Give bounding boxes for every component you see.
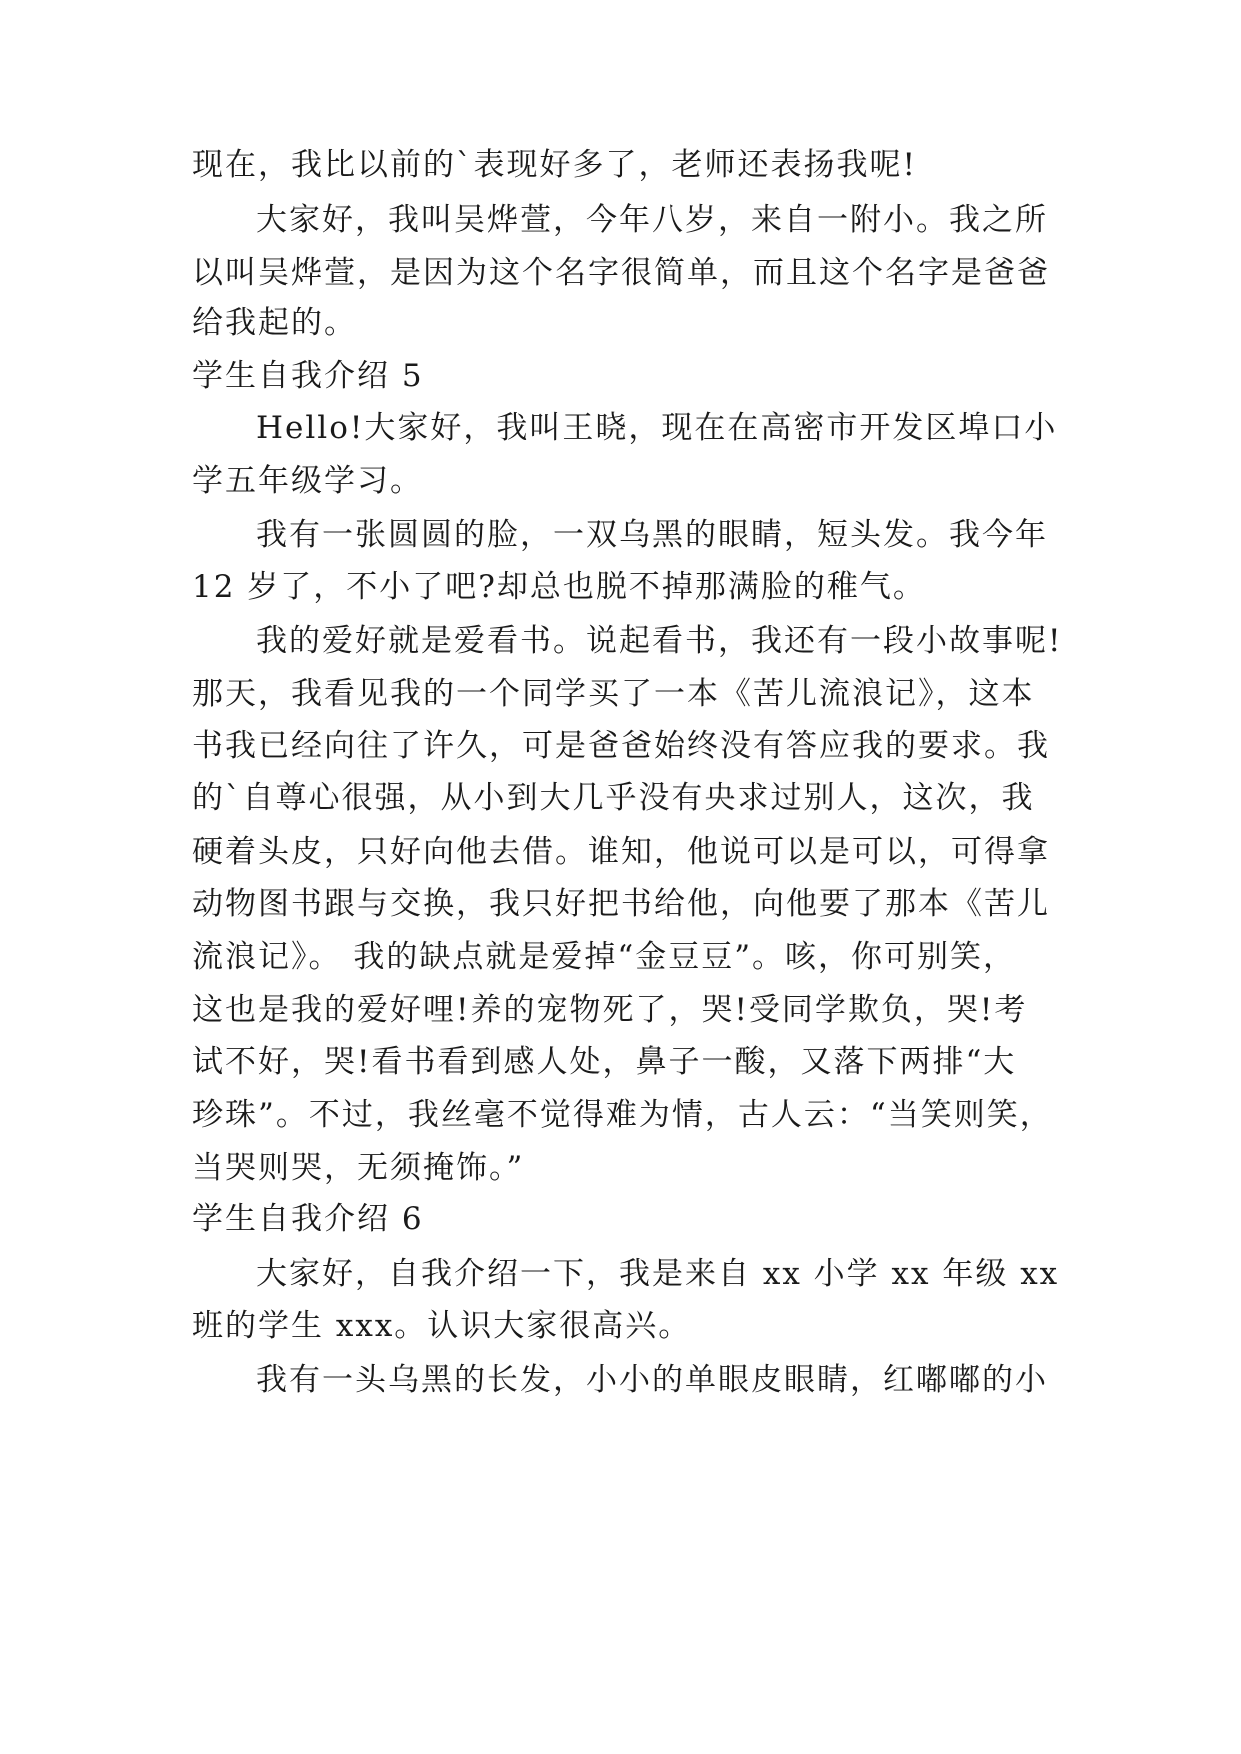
paragraph-line: 我的爱好就是爱看书。说起看书，我还有一段小故事呢! — [256, 623, 1063, 659]
text-line: 动物图书跟与交换，我只好把书给他，向他要了那本《苦儿 — [192, 886, 1050, 922]
text-line: 流浪记》。 我的缺点就是爱掉“金豆豆”。咳，你可别笑， — [192, 939, 1017, 975]
text-line: 现在，我比以前的`表现好多了，老师还表扬我呢! — [192, 147, 917, 183]
text-line: 当哭则哭，无须掩饰。” — [192, 1150, 525, 1186]
section-heading: 学生自我介绍 5 — [192, 358, 424, 394]
text-line: 给我起的。 — [192, 305, 357, 341]
text-line: 试不好，哭!看书看到感人处，鼻子一酸，又落下两排“大 — [192, 1044, 1017, 1080]
section-heading: 学生自我介绍 6 — [192, 1201, 424, 1237]
text-line: 以叫吴烨萱，是因为这个名字很简单，而且这个名字是爸爸 — [192, 255, 1050, 291]
text-line: 的`自尊心很强，从小到大几乎没有央求过别人，这次，我 — [192, 780, 1035, 816]
text-line: 硬着头皮，只好向他去借。谁知，他说可以是可以，可得拿 — [192, 834, 1050, 870]
text-line: 学五年级学习。 — [192, 463, 423, 499]
text-line: 12 岁了，不小了吧?却总也脱不掉那满脸的稚气。 — [192, 569, 926, 605]
paragraph-line: 大家好，我叫吴烨萱，今年八岁，来自一附小。我之所 — [256, 202, 1048, 238]
text-line: 书我已经向往了许久，可是爸爸始终没有答应我的要求。我 — [192, 728, 1050, 764]
text-line: 这也是我的爱好哩!养的宠物死了，哭!受同学欺负，哭!考 — [192, 992, 1028, 1028]
paragraph-line: 大家好，自我介绍一下，我是来自 xx 小学 xx 年级 xx — [256, 1256, 1060, 1292]
paragraph-line: 我有一头乌黑的长发，小小的单眼皮眼睛，红嘟嘟的小 — [256, 1362, 1048, 1398]
paragraph-line: 我有一张圆圆的脸，一双乌黑的眼睛，短头发。我今年 — [256, 517, 1048, 553]
text-line: 那天，我看见我的一个同学买了一本《苦儿流浪记》，这本 — [192, 676, 1035, 712]
text-line: 珍珠”。不过，我丝毫不觉得难为情，古人云：“当笑则笑， — [192, 1097, 1053, 1133]
paragraph-line: Hello!大家好，我叫王晓，现在在高密市开发区埠口小 — [256, 410, 1058, 446]
text-line: 班的学生 xxx。认识大家很高兴。 — [192, 1308, 692, 1344]
